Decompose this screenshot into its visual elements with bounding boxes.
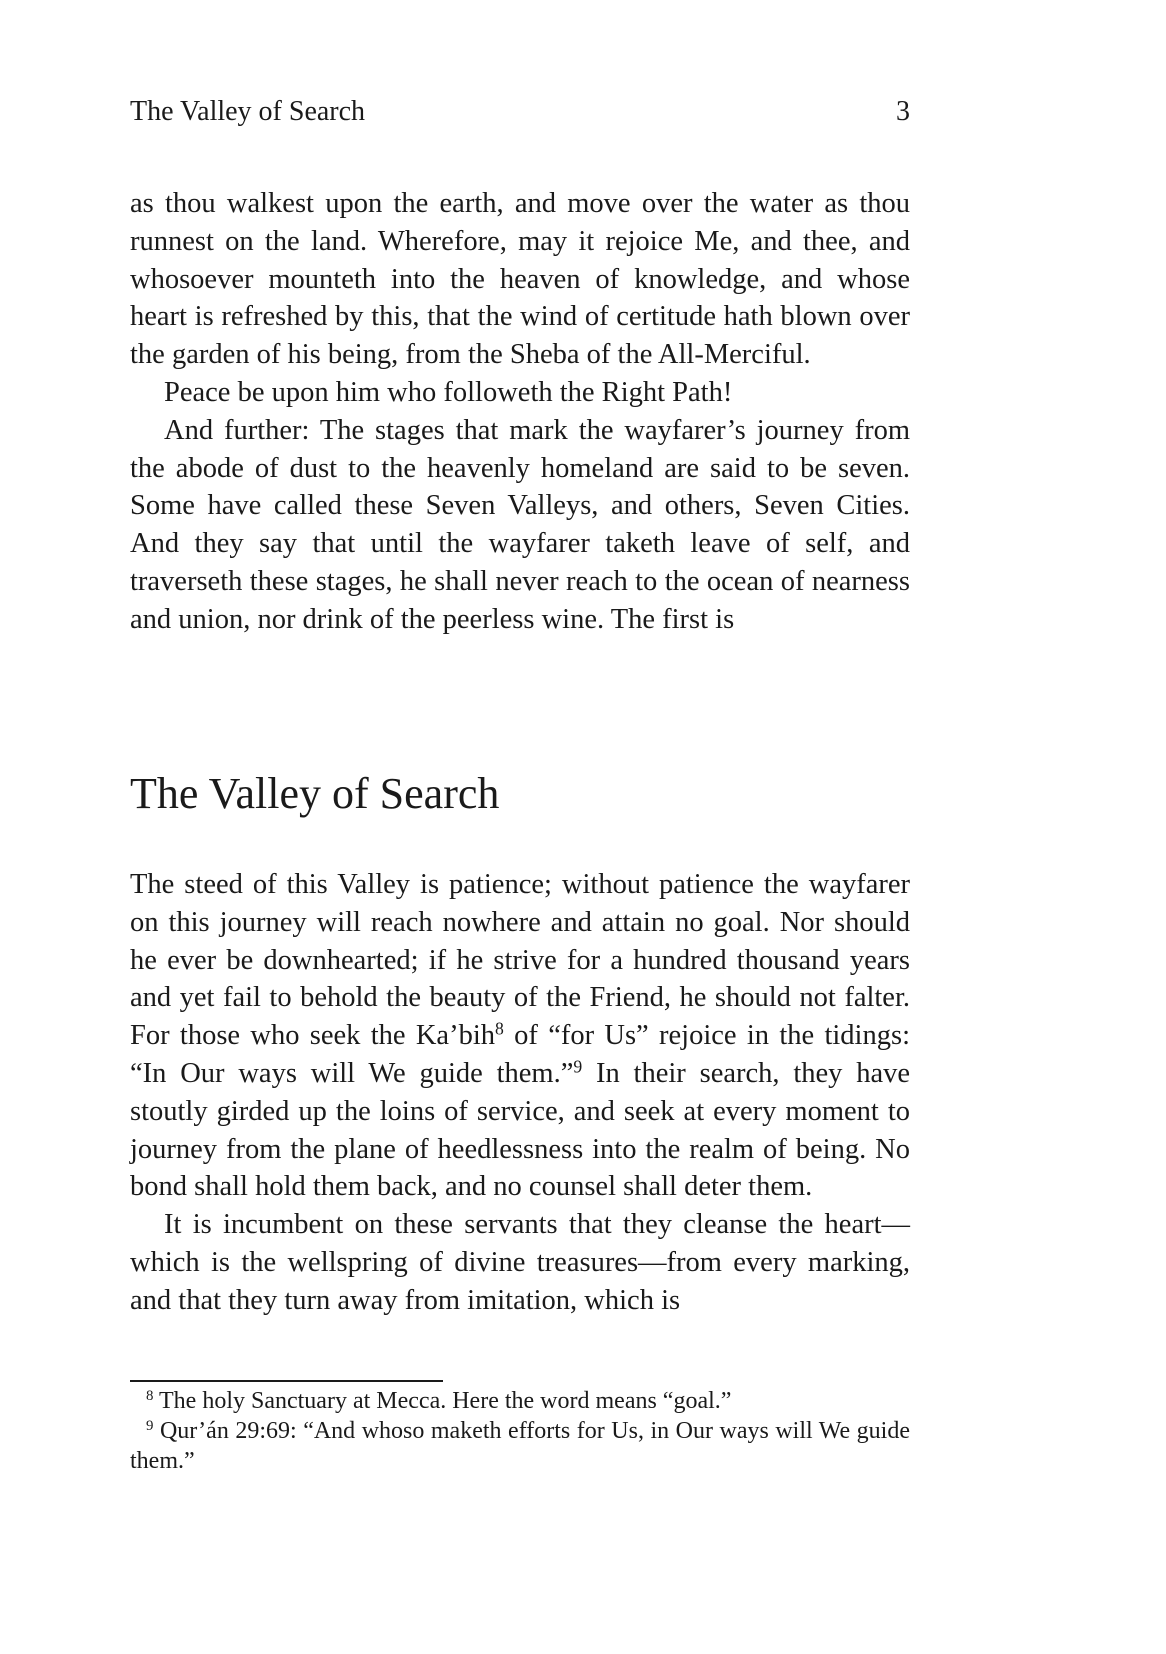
footnote-divider bbox=[130, 1380, 443, 1382]
running-head bbox=[130, 96, 910, 136]
intro-text bbox=[130, 185, 910, 639]
section-paragraph-1 bbox=[130, 866, 910, 1206]
footnote-ref-9[interactable]: 9 bbox=[573, 1056, 583, 1077]
footnote-ref-8[interactable]: 8 bbox=[495, 1018, 504, 1039]
intro-paragraph-3: And further: The stages that mark the wayfarer’s journey from the abode of dust to the heavenly homeland are said to be seven. Some have called these Seven Valleys, and others, Seven Cities. And they say that until the wayfarer taketh leave of self, and traverseth these stages, he shall never reach to the ocean of nearness and union, nor drink of the peerless wine. The first is bbox=[130, 414, 910, 635]
footnotes bbox=[130, 1386, 910, 1476]
footnote-text: The holy Sanctuary at Mecca. Here the word means “goal.” bbox=[153, 1388, 732, 1414]
section-paragraph-1-part-a: The steed of this Valley is patience; without patience the wayfarer on this journey will reach nowhere and attain no goal. Nor should he ever be downhearted; if he strive for a hundred thousand years and yet fail to behold the beauty of the Friend, he should not falter. For those who seek the Ka’bih bbox=[130, 869, 910, 1052]
footnote-9 bbox=[130, 1416, 910, 1476]
section-heading: The Valley of Search bbox=[130, 769, 500, 818]
section-paragraph-1-part-b: of “for Us” rejoice in the tidings: “In Our ways will We guide them.” bbox=[130, 1020, 910, 1089]
intro-paragraph-1: as thou walkest upon the earth, and move over the water as thou runnest on the land. Wherefore, may it rejoice Me, and thee, and whosoever mounteth into the heaven of knowledge, and whose heart is refreshed by this, that the wind of certitude hath blown over the garden of his being, from the Sheba of the All-Merciful. bbox=[130, 188, 910, 371]
section-text bbox=[130, 866, 910, 1320]
page-number: 3 bbox=[896, 96, 910, 127]
footnote-8 bbox=[130, 1386, 910, 1416]
footnote-text: Qur’án 29:69: “And whoso maketh efforts for Us, in Our ways will We guide them.” bbox=[130, 1418, 910, 1474]
section-paragraph-2: It is incumbent on these servants that they cleanse the heart—which is the wellspring of divine treasures—from every marking, and that they turn away from imitation, which is bbox=[130, 1209, 910, 1316]
footnote-number: 8 bbox=[146, 1387, 154, 1404]
footnote-number: 9 bbox=[146, 1417, 154, 1434]
section-paragraph-1-part-c: In their search, they have stoutly girded up the loins of service, and seek at every moment to journey from the plane of heedlessness into the realm of being. No bond shall hold them back, and no counsel shall deter them. bbox=[130, 1057, 911, 1203]
intro-paragraph-2: Peace be upon him who followeth the Right Path! bbox=[164, 376, 733, 408]
running-head-title: The Valley of Search bbox=[130, 96, 366, 127]
book-page bbox=[130, 0, 910, 1654]
